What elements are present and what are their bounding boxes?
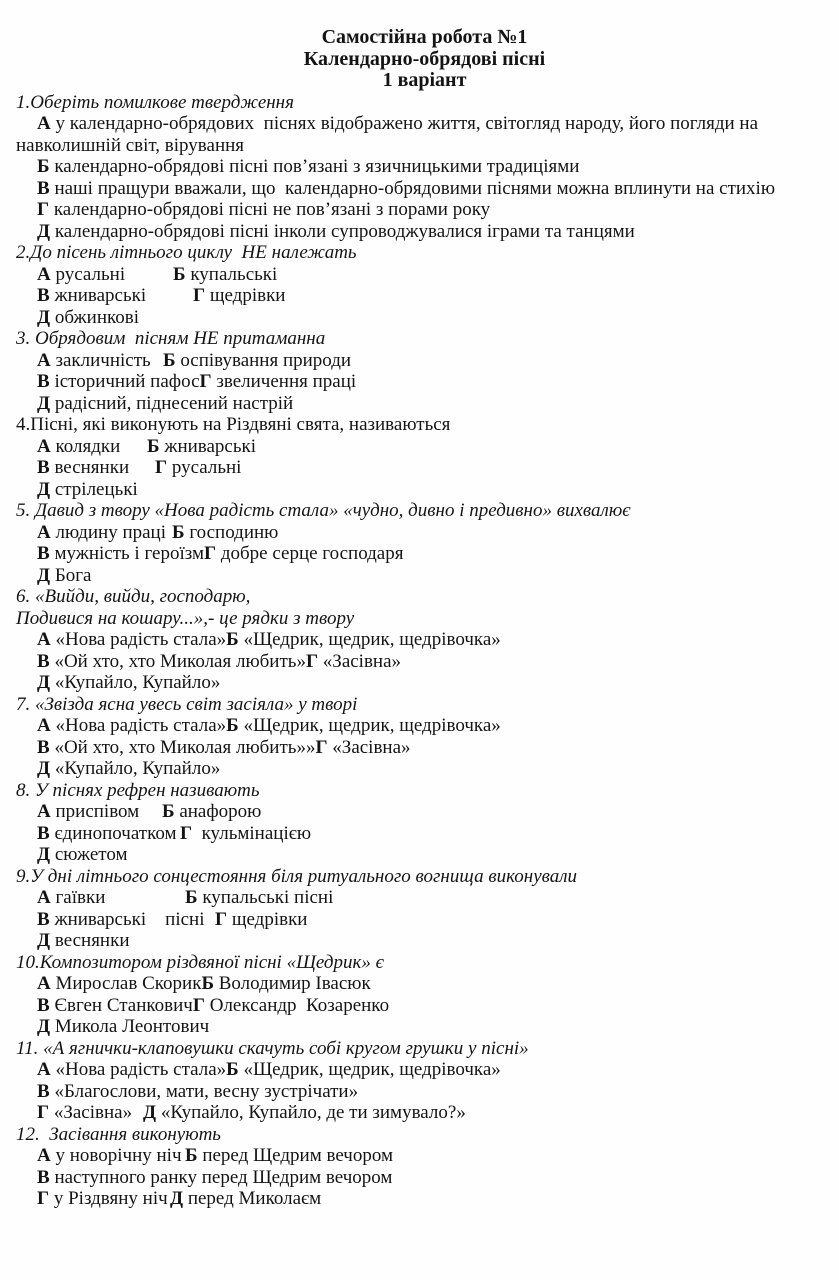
option-letter: Д — [37, 844, 51, 865]
answer-option — [147, 436, 256, 458]
question — [16, 780, 833, 866]
option-text: купальські — [190, 263, 278, 285]
answer-option — [201, 973, 370, 995]
option-letter: Б — [185, 887, 198, 908]
answer-option — [193, 285, 285, 307]
answer-option — [37, 887, 185, 909]
option-text: наші пращури вважали, що календарно-обрядовими піснями можна вплинути на стихію — [54, 177, 776, 199]
option-row — [16, 1145, 833, 1167]
answer-option — [37, 651, 306, 673]
option-letter: А — [37, 887, 51, 908]
option-letter: Д — [37, 672, 51, 693]
question — [16, 694, 833, 780]
option-text: щедрівки — [231, 908, 308, 930]
option-letter: Б — [163, 349, 176, 371]
answer-option — [37, 1081, 358, 1103]
answer-option — [37, 973, 201, 995]
option-text: у Різдвяну ніч — [53, 1188, 168, 1209]
option-text: «Нова радість стала» — [55, 715, 227, 736]
question-stem: 12. Засівання виконують — [16, 1123, 221, 1145]
question — [16, 1124, 833, 1210]
option-text: Бога — [54, 564, 92, 586]
option-letter: Г — [203, 543, 217, 564]
answer-option — [226, 1059, 501, 1081]
option-text: Микола Леонтович — [54, 1016, 210, 1037]
answer-option — [37, 156, 579, 177]
option-row — [16, 823, 833, 845]
question — [16, 1038, 833, 1124]
answer-option — [37, 1167, 392, 1189]
question-stem: 3. Обрядовим пісням НЕ притаманна — [16, 328, 326, 349]
option-row — [16, 1167, 833, 1189]
answer-option — [185, 1145, 393, 1167]
question — [16, 328, 833, 414]
answer-option — [37, 758, 220, 780]
option-letter: В — [37, 285, 50, 306]
question — [16, 242, 833, 328]
option-text: календарно-обрядові пісні пов’язані з язичницькими традиціями — [54, 156, 580, 177]
option-row — [16, 221, 833, 243]
question-list — [16, 92, 833, 1210]
question — [16, 866, 833, 952]
option-text: колядки — [55, 435, 121, 457]
option-row — [16, 1081, 833, 1103]
answer-option — [37, 737, 315, 759]
option-text: щедрівки — [209, 285, 286, 306]
option-row — [16, 715, 833, 737]
option-text: календарно-обрядові пісні інколи супроводжувалися іграми та танцями — [54, 220, 635, 242]
answer-option — [37, 264, 173, 286]
question — [16, 414, 833, 500]
option-letter: В — [37, 1166, 50, 1188]
option-text: єдинопочатком — [54, 822, 177, 844]
option-letter: Д — [37, 930, 51, 951]
answer-option — [180, 823, 311, 845]
answer-option — [226, 629, 501, 651]
answer-option — [37, 350, 163, 372]
option-letter: А — [37, 113, 51, 134]
answer-option — [215, 909, 307, 931]
option-letter: А — [37, 715, 51, 736]
option-letter: Д — [37, 564, 51, 586]
answer-option — [37, 801, 162, 823]
option-row — [16, 565, 833, 587]
option-letter: Б — [172, 521, 185, 543]
option-text: «Щедрик, щедрик, щедрівочка» — [243, 1059, 501, 1080]
answer-option — [37, 199, 490, 220]
option-text: перед Щедрим вечором — [202, 1145, 394, 1166]
answer-option — [37, 844, 128, 866]
option-text: наступного ранку перед Щедрим вечором — [54, 1166, 393, 1188]
option-text: «Купайло, Купайло, де ти зимувало?» — [160, 1102, 466, 1123]
question-stem: 8. У піснях рефрен називають — [16, 779, 260, 801]
answer-option — [37, 629, 226, 651]
option-text: «Благослови, мати, весну зустрічати» — [54, 1080, 359, 1102]
option-row — [16, 909, 833, 931]
question — [16, 952, 833, 1038]
answer-option — [37, 479, 138, 501]
question-stem: 7. «Звізда ясна увесь світ засіяла» у творі — [16, 693, 358, 715]
answer-option — [170, 1188, 321, 1210]
option-row — [16, 479, 833, 501]
title-line: Самостійна робота №1 — [321, 26, 528, 48]
option-text: обжинкові — [54, 306, 140, 328]
option-letter: Г — [37, 1188, 50, 1209]
answer-option — [204, 543, 404, 565]
option-text: «Купайло, Купайло» — [54, 758, 221, 779]
option-letter: В — [37, 177, 50, 199]
option-text: русальні — [171, 457, 242, 478]
question-stem: 1.Оберіть помилкове твердження — [16, 91, 294, 113]
answer-option — [37, 285, 193, 307]
option-row — [16, 651, 833, 673]
option-letter: А — [37, 349, 51, 371]
option-letter: Б — [162, 801, 175, 822]
option-letter: А — [37, 973, 51, 994]
answer-option — [37, 930, 130, 952]
answer-option — [315, 737, 410, 759]
answer-option — [37, 393, 293, 415]
option-letter: Б — [173, 263, 186, 285]
option-text: перед Миколаєм — [187, 1188, 322, 1209]
option-text: добре серце господаря — [220, 543, 404, 564]
question-stem: 2.До пісень літнього циклу НЕ належать — [16, 242, 357, 263]
option-row — [16, 436, 833, 458]
answer-option — [37, 371, 200, 393]
question — [16, 586, 833, 694]
option-letter: В — [37, 543, 50, 564]
answer-option — [37, 1059, 226, 1081]
option-text: приспівом — [55, 801, 140, 822]
option-letter: Г — [37, 1102, 50, 1123]
option-letter: Д — [37, 392, 51, 414]
answer-option — [172, 522, 278, 544]
option-text: закличність — [55, 349, 151, 371]
answer-option — [37, 995, 193, 1017]
option-text: жниварські — [164, 435, 257, 457]
question-stem: 10.Композитором різдвяної пісні «Щедрик» є — [16, 951, 384, 973]
option-text: Володимир Івасюк — [218, 973, 371, 994]
option-text: Олександр Козаренко — [209, 994, 390, 1016]
answer-option — [37, 565, 91, 587]
option-text: людину праці — [55, 521, 166, 543]
question — [16, 92, 833, 243]
answer-option — [37, 909, 215, 931]
question-stem-continued: Подивися на кошару...»,- це рядки з твору — [16, 607, 355, 629]
option-row — [16, 758, 833, 780]
option-letter: Б — [201, 973, 214, 994]
option-letter: Д — [37, 1016, 51, 1037]
option-text: «Засівна» — [322, 650, 402, 672]
option-text: «Засівна» — [332, 736, 411, 758]
option-row — [16, 457, 833, 479]
option-text: веснянки — [54, 457, 130, 478]
answer-option — [37, 715, 226, 737]
option-text: «Ой хто, хто Миколая любить» — [54, 650, 306, 672]
option-letter: Б — [147, 435, 160, 457]
answer-option — [226, 715, 501, 737]
answer-option — [185, 887, 333, 909]
option-letter: В — [37, 994, 50, 1016]
option-row — [16, 1059, 833, 1081]
option-row — [16, 113, 833, 156]
option-letter: Г — [199, 371, 212, 392]
option-row — [16, 1102, 833, 1124]
option-letter: А — [37, 435, 51, 457]
answer-option — [37, 1145, 185, 1167]
option-letter: В — [37, 371, 50, 392]
option-text: оспівування природи — [180, 349, 352, 371]
option-row — [16, 1188, 833, 1210]
option-text: «Щедрик, щедрик, щедрівочка» — [243, 715, 501, 736]
option-row — [16, 995, 833, 1017]
option-text: «Нова радість стала» — [55, 1059, 227, 1080]
option-text: русальні — [55, 263, 126, 285]
option-text: «Нова радість стала» — [55, 629, 227, 650]
option-row — [16, 543, 833, 565]
option-row — [16, 285, 833, 307]
option-row — [16, 156, 833, 178]
option-letter: В — [37, 822, 50, 844]
answer-option — [163, 350, 351, 372]
option-text: веснянки — [54, 930, 130, 951]
option-letter: Б — [226, 1059, 239, 1080]
option-letter: Г — [192, 994, 205, 1016]
option-row — [16, 178, 833, 200]
option-text: «Засівна» — [53, 1102, 133, 1123]
option-letter: Б — [37, 156, 50, 177]
option-letter: Д — [37, 758, 51, 779]
question-stem: 9.У дні літнього сонцестояння біля ритуального вогнища виконували — [16, 865, 578, 887]
option-letter: В — [37, 736, 50, 758]
option-letter: Г — [305, 650, 319, 672]
option-letter: В — [37, 908, 50, 930]
option-text: звеличення праці — [216, 371, 357, 392]
option-text: історичний пафос — [54, 371, 200, 392]
option-text: кульмінацією — [196, 822, 312, 844]
option-row — [16, 887, 833, 909]
answer-option — [37, 823, 180, 845]
option-letter: В — [37, 1080, 50, 1102]
title-line: Календарно-обрядові пісні — [303, 47, 546, 70]
option-text: «Купайло, Купайло» — [54, 672, 221, 693]
answer-option — [155, 457, 241, 479]
answer-option — [37, 221, 635, 242]
question-stem: 6. «Вийди, вийди, господарю, — [16, 586, 251, 607]
answer-option — [37, 1016, 209, 1038]
option-row — [16, 393, 833, 415]
answer-option — [173, 264, 277, 286]
document-title — [16, 27, 833, 92]
option-text: купальські пісні — [202, 887, 334, 908]
option-text: анафорою — [179, 801, 262, 822]
option-text: сюжетом — [54, 844, 128, 865]
option-letter: Г — [180, 822, 193, 844]
option-text: стрілецькі — [54, 478, 138, 500]
answer-option — [37, 522, 172, 544]
option-letter: А — [37, 801, 51, 822]
option-letter: Г — [215, 908, 228, 930]
option-letter: В — [37, 457, 50, 478]
option-text: жниварські — [54, 285, 147, 306]
option-row — [16, 801, 833, 823]
option-letter: Д — [37, 220, 51, 242]
answer-option — [162, 801, 261, 823]
option-letter: Б — [226, 715, 239, 736]
option-letter: Г — [37, 199, 50, 220]
option-letter: А — [37, 1059, 51, 1080]
option-row — [16, 522, 833, 544]
question-stem: 5. Давид з твору «Нова радість стала» «чудно, дивно і предивно» вихвалює — [16, 500, 631, 521]
option-letter: Б — [226, 629, 239, 650]
option-letter: В — [37, 650, 50, 672]
option-letter: Г — [315, 736, 328, 758]
answer-option — [37, 307, 139, 329]
option-text: у новорічну ніч — [55, 1145, 182, 1166]
option-text: у календарно-обрядових піснях відображено життя, світогляд народу, його погляди на навколишній світ, вірування — [16, 113, 763, 156]
option-letter: А — [37, 263, 51, 285]
option-letter: Г — [193, 285, 206, 306]
option-letter: Д — [143, 1102, 157, 1123]
title-line: 1 варіант — [382, 69, 467, 91]
option-letter: А — [37, 1145, 51, 1166]
option-letter: Д — [37, 306, 51, 328]
option-text: Євген Станкович — [54, 994, 193, 1016]
option-letter: А — [37, 521, 51, 543]
option-row — [16, 629, 833, 651]
option-row — [16, 930, 833, 952]
answer-option — [16, 113, 763, 156]
answer-option — [37, 1102, 143, 1124]
option-text: радісний, піднесений настрій — [54, 392, 294, 414]
option-row — [16, 844, 833, 866]
option-row — [16, 199, 833, 221]
answer-option — [37, 457, 155, 479]
option-row — [16, 672, 833, 694]
answer-option — [193, 995, 389, 1017]
answer-option — [37, 672, 220, 694]
option-letter: Г — [155, 457, 168, 478]
option-text: Мирослав Скорик — [55, 973, 202, 994]
option-letter: Д — [37, 478, 51, 500]
option-letter: Б — [185, 1145, 198, 1166]
option-row — [16, 307, 833, 329]
answer-option — [200, 371, 357, 393]
option-text: мужність і героїзм — [54, 543, 204, 564]
answer-option — [37, 436, 147, 458]
option-text: господиню — [189, 521, 279, 543]
question — [16, 500, 833, 586]
answer-option — [37, 543, 204, 565]
option-text: «Щедрик, щедрик, щедрівочка» — [243, 629, 501, 650]
option-letter: Д — [170, 1188, 184, 1209]
option-text: календарно-обрядові пісні не пов’язані з порами року — [53, 199, 491, 220]
option-row — [16, 350, 833, 372]
answer-option — [143, 1102, 466, 1124]
option-row — [16, 371, 833, 393]
option-text: жниварські пісні — [54, 908, 205, 930]
answer-option — [37, 178, 775, 199]
option-row — [16, 973, 833, 995]
option-text: гаївки — [55, 887, 106, 908]
option-text: «Ой хто, хто Миколая любить»» — [54, 736, 316, 758]
option-row — [16, 264, 833, 286]
answer-option — [306, 651, 401, 673]
option-row — [16, 737, 833, 759]
question-stem: 4.Пісні, які виконують на Різдвяні свята, називаються — [16, 414, 451, 435]
option-row — [16, 1016, 833, 1038]
option-letter: А — [37, 629, 51, 650]
question-stem: 11. «А ягнички-клаповушки скачуть собі кругом грушки у пісні» — [16, 1037, 529, 1059]
answer-option — [37, 1188, 170, 1210]
